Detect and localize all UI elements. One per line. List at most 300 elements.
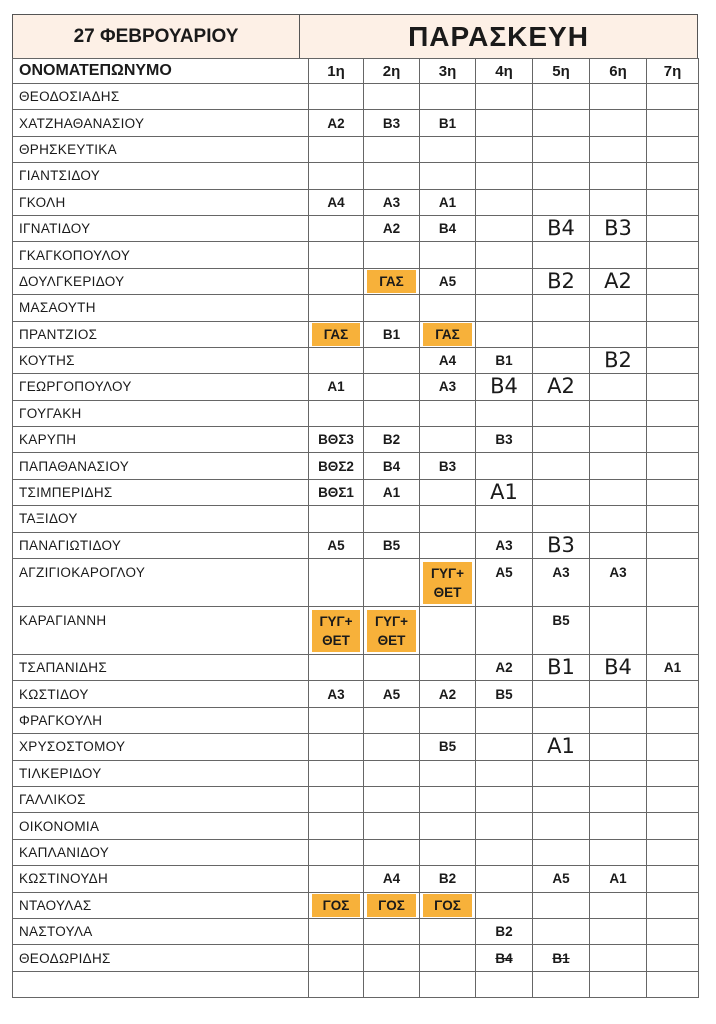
period-cell-3	[420, 215, 476, 241]
teacher-name: ΤΑΞΙΔΟΥ	[13, 506, 309, 532]
period-cell-4	[476, 559, 533, 607]
period-cell-2	[364, 707, 420, 733]
period-cell-4	[476, 813, 533, 839]
table-row	[13, 892, 699, 918]
class-code: Α1	[490, 480, 518, 505]
teacher-name: ΠΡΑΝΤΖΙΟΣ	[13, 321, 309, 347]
period-cell-5	[533, 971, 590, 997]
period-cell-7	[647, 242, 699, 268]
class-code: Β3	[604, 216, 632, 241]
period-cell-2	[364, 427, 420, 453]
teacher-name: ΓΚΑΓΚΟΠΟΥΛΟΥ	[13, 242, 309, 268]
period-cell-7	[647, 110, 699, 136]
period-cell-5	[533, 655, 590, 681]
class-code: Β5	[382, 537, 401, 553]
period-cell-2	[364, 760, 420, 786]
teacher-name: ΧΡΥΣΟΣΤΟΜΟΥ	[13, 734, 309, 760]
class-code: Β3	[438, 458, 457, 474]
class-code: ΒΘΣ2	[318, 458, 354, 474]
period-cell-3	[420, 971, 476, 997]
class-code: Β2	[495, 924, 513, 940]
period-cell-5	[533, 866, 590, 892]
period-cell-3	[420, 84, 476, 110]
column-header-period-2: 2η	[364, 59, 420, 84]
period-cell-4	[476, 110, 533, 136]
column-header-row	[13, 59, 699, 84]
period-cell-6	[590, 453, 647, 479]
period-cell-6	[590, 786, 647, 812]
period-cell-4	[476, 136, 533, 162]
period-cell-1	[309, 734, 364, 760]
period-cell-5	[533, 84, 590, 110]
period-cell-1	[309, 295, 364, 321]
period-cell-4	[476, 479, 533, 505]
period-cell-4	[476, 347, 533, 373]
period-cell-1	[309, 268, 364, 294]
period-cell-1	[309, 163, 364, 189]
period-cell-1	[309, 559, 364, 607]
period-cell-2	[364, 813, 420, 839]
period-cell-1	[309, 347, 364, 373]
period-cell-6	[590, 506, 647, 532]
period-cell-4	[476, 866, 533, 892]
class-code: Β1	[547, 655, 575, 680]
period-cell-2	[364, 559, 420, 607]
table-row	[13, 734, 699, 760]
period-cell-5	[533, 347, 590, 373]
period-cell-6	[590, 559, 647, 607]
period-cell-2	[364, 945, 420, 971]
table-row	[13, 532, 699, 558]
period-cell-7	[647, 760, 699, 786]
period-cell-5	[533, 707, 590, 733]
teacher-name: ΚΑΡΥΠΗ	[13, 427, 309, 453]
teacher-name: ΤΣΑΠΑΝΙΔΗΣ	[13, 655, 309, 681]
teacher-name: ΤΙΛΚΕΡΙΔΟΥ	[13, 760, 309, 786]
period-cell-7	[647, 84, 699, 110]
table-row	[13, 347, 699, 373]
table-row	[13, 295, 699, 321]
table-row	[13, 427, 699, 453]
period-cell-7	[647, 945, 699, 971]
period-cell-1	[309, 532, 364, 558]
period-cell-3	[420, 559, 476, 607]
class-code: ΓΑΣ	[312, 323, 360, 346]
period-cell-3	[420, 136, 476, 162]
table-row	[13, 655, 699, 681]
period-cell-2	[364, 268, 420, 294]
period-cell-2	[364, 866, 420, 892]
period-cell-1	[309, 84, 364, 110]
teacher-name: ΑΓΖΙΓΙΟΚΑΡΟΓΛΟΥ	[13, 559, 309, 607]
class-code: Β3	[382, 115, 401, 131]
period-cell-2	[364, 215, 420, 241]
period-cell-3	[420, 866, 476, 892]
column-header-period-3: 3η	[420, 59, 476, 84]
period-cell-7	[647, 892, 699, 918]
class-code: Α4	[382, 871, 401, 887]
teacher-name: ΚΑΡΑΓΙΑΝΝΗ	[13, 607, 309, 655]
period-cell-2	[364, 892, 420, 918]
table-row	[13, 506, 699, 532]
period-cell-3	[420, 400, 476, 426]
period-cell-2	[364, 734, 420, 760]
period-cell-5	[533, 892, 590, 918]
period-cell-2	[364, 918, 420, 944]
period-cell-3	[420, 734, 476, 760]
period-cell-1	[309, 506, 364, 532]
table-row	[13, 110, 699, 136]
class-code: Β3	[495, 432, 513, 448]
period-cell-7	[647, 813, 699, 839]
table-row	[13, 84, 699, 110]
teacher-name: ΘΕΟΔΟΣΙΑΔΗΣ	[13, 84, 309, 110]
period-cell-6	[590, 268, 647, 294]
class-code: Α1	[609, 871, 627, 887]
period-cell-1	[309, 215, 364, 241]
period-cell-6	[590, 892, 647, 918]
period-cell-6	[590, 347, 647, 373]
table-row	[13, 374, 699, 400]
class-code: Β4	[490, 374, 518, 399]
class-code: Β4	[438, 221, 457, 237]
period-cell-5	[533, 453, 590, 479]
day-title: ΠΑΡΑΣΚΕΥΗ	[408, 21, 589, 52]
period-cell-3	[420, 374, 476, 400]
teacher-name: ΝΤΑΟΥΛΑΣ	[13, 892, 309, 918]
class-code: Α1	[327, 379, 345, 395]
period-cell-1	[309, 945, 364, 971]
class-code: Α5	[552, 871, 570, 887]
class-code: Β2	[604, 348, 632, 373]
period-cell-3	[420, 813, 476, 839]
table-row	[13, 189, 699, 215]
teacher-name: ΤΣΙΜΠΕΡΙΔΗΣ	[13, 479, 309, 505]
period-cell-7	[647, 918, 699, 944]
period-cell-6	[590, 163, 647, 189]
period-cell-6	[590, 813, 647, 839]
period-cell-5	[533, 400, 590, 426]
class-code: Α1	[438, 194, 457, 210]
class-code: Β1	[552, 950, 570, 966]
period-cell-6	[590, 136, 647, 162]
period-cell-6	[590, 189, 647, 215]
class-code: Β1	[438, 115, 457, 131]
period-cell-3	[420, 945, 476, 971]
period-cell-4	[476, 971, 533, 997]
class-code: Β4	[495, 950, 513, 966]
period-cell-5	[533, 136, 590, 162]
period-cell-4	[476, 374, 533, 400]
period-cell-6	[590, 681, 647, 707]
class-code: Α3	[609, 565, 627, 581]
period-cell-5	[533, 321, 590, 347]
class-code: Α2	[547, 374, 575, 399]
period-cell-3	[420, 607, 476, 655]
class-code: Β4	[382, 458, 401, 474]
period-cell-5	[533, 506, 590, 532]
period-cell-6	[590, 945, 647, 971]
period-cell-1	[309, 707, 364, 733]
period-cell-6	[590, 734, 647, 760]
period-cell-7	[647, 506, 699, 532]
table-row	[13, 559, 699, 607]
teacher-name: ΚΑΠΛΑΝΙΔΟΥ	[13, 839, 309, 865]
period-cell-7	[647, 453, 699, 479]
period-cell-3	[420, 506, 476, 532]
period-cell-2	[364, 242, 420, 268]
period-cell-4	[476, 400, 533, 426]
table-row	[13, 839, 699, 865]
schedule-table	[12, 58, 699, 998]
period-cell-6	[590, 707, 647, 733]
class-code: Α2	[438, 686, 457, 702]
period-cell-6	[590, 215, 647, 241]
period-cell-2	[364, 655, 420, 681]
teacher-name: ΚΩΣΤΙΝΟΥΔΗ	[13, 866, 309, 892]
table-row	[13, 607, 699, 655]
class-code: Α1	[382, 485, 401, 501]
period-cell-4	[476, 215, 533, 241]
period-cell-4	[476, 839, 533, 865]
table-row	[13, 163, 699, 189]
period-cell-5	[533, 945, 590, 971]
period-cell-7	[647, 163, 699, 189]
class-code: Β2	[547, 268, 575, 293]
period-cell-4	[476, 786, 533, 812]
period-cell-3	[420, 321, 476, 347]
class-code: ΒΘΣ1	[318, 485, 354, 501]
period-cell-3	[420, 453, 476, 479]
period-cell-7	[647, 707, 699, 733]
class-code: ΓΥΓ+ ΘΕΤ	[367, 610, 416, 652]
sheet-header	[12, 14, 698, 60]
period-cell-1	[309, 479, 364, 505]
period-cell-7	[647, 347, 699, 373]
class-code: ΓΥΓ+ ΘΕΤ	[312, 610, 360, 652]
class-code: ΓΟΣ	[312, 894, 360, 917]
period-cell-1	[309, 607, 364, 655]
period-cell-5	[533, 607, 590, 655]
teacher-name: ΦΡΑΓΚΟΥΛΗ	[13, 707, 309, 733]
period-cell-2	[364, 506, 420, 532]
period-cell-7	[647, 136, 699, 162]
class-code: Α3	[552, 565, 570, 581]
class-code: Α4	[327, 194, 345, 210]
period-cell-6	[590, 479, 647, 505]
period-cell-5	[533, 918, 590, 944]
table-row	[13, 321, 699, 347]
class-code: ΒΘΣ3	[318, 432, 354, 448]
period-cell-2	[364, 681, 420, 707]
period-cell-7	[647, 734, 699, 760]
teacher-name: ΘΕΟΔΩΡΙΔΗΣ	[13, 945, 309, 971]
period-cell-1	[309, 374, 364, 400]
period-cell-4	[476, 321, 533, 347]
table-row	[13, 945, 699, 971]
table-row	[13, 268, 699, 294]
table-row	[13, 918, 699, 944]
class-code: Β1	[382, 326, 401, 342]
period-cell-5	[533, 681, 590, 707]
period-cell-4	[476, 760, 533, 786]
period-cell-4	[476, 532, 533, 558]
table-row	[13, 786, 699, 812]
class-code: Α2	[382, 221, 401, 237]
schedule-sheet	[12, 14, 700, 1004]
period-cell-5	[533, 110, 590, 136]
period-cell-2	[364, 295, 420, 321]
period-cell-6	[590, 242, 647, 268]
period-cell-2	[364, 347, 420, 373]
period-cell-1	[309, 681, 364, 707]
teacher-name: ΜΑΣΑΟΥΤΗ	[13, 295, 309, 321]
period-cell-6	[590, 427, 647, 453]
period-cell-4	[476, 707, 533, 733]
teacher-name: ΝΑΣΤΟΥΛΑ	[13, 918, 309, 944]
class-code: ΓΟΣ	[367, 894, 416, 917]
class-code: Α3	[495, 537, 513, 553]
class-code: Β5	[552, 613, 570, 629]
period-cell-5	[533, 813, 590, 839]
period-cell-3	[420, 707, 476, 733]
class-code: Α1	[663, 660, 682, 676]
period-cell-1	[309, 453, 364, 479]
period-cell-1	[309, 655, 364, 681]
column-header-name: ΟΝΟΜΑΤΕΠΩΝΥΜΟ	[13, 59, 309, 84]
class-code: ΓΑΣ	[367, 270, 416, 293]
period-cell-4	[476, 163, 533, 189]
period-cell-4	[476, 945, 533, 971]
period-cell-3	[420, 163, 476, 189]
class-code: Α5	[438, 273, 457, 289]
period-cell-5	[533, 479, 590, 505]
period-cell-6	[590, 760, 647, 786]
period-cell-1	[309, 786, 364, 812]
column-header-period-1: 1η	[309, 59, 364, 84]
period-cell-1	[309, 839, 364, 865]
period-cell-4	[476, 681, 533, 707]
period-cell-7	[647, 559, 699, 607]
period-cell-3	[420, 268, 476, 294]
period-cell-1	[309, 760, 364, 786]
period-cell-4	[476, 268, 533, 294]
period-cell-5	[533, 839, 590, 865]
period-cell-3	[420, 681, 476, 707]
period-cell-1	[309, 971, 364, 997]
column-header-period-4: 4η	[476, 59, 533, 84]
period-cell-3	[420, 427, 476, 453]
class-code: Β1	[495, 353, 513, 369]
period-cell-6	[590, 110, 647, 136]
period-cell-4	[476, 655, 533, 681]
period-cell-4	[476, 242, 533, 268]
class-code: Α3	[327, 686, 345, 702]
teacher-name: ΚΩΣΤΙΔΟΥ	[13, 681, 309, 707]
period-cell-5	[533, 559, 590, 607]
period-cell-6	[590, 295, 647, 321]
period-cell-5	[533, 242, 590, 268]
class-code: Β2	[382, 432, 401, 448]
period-cell-6	[590, 321, 647, 347]
period-cell-7	[647, 532, 699, 558]
period-cell-1	[309, 813, 364, 839]
period-cell-7	[647, 866, 699, 892]
period-cell-2	[364, 163, 420, 189]
period-cell-3	[420, 110, 476, 136]
period-cell-5	[533, 163, 590, 189]
period-cell-4	[476, 892, 533, 918]
teacher-name: ΟΙΚΟΝΟΜΙΑ	[13, 813, 309, 839]
period-cell-7	[647, 607, 699, 655]
period-cell-4	[476, 734, 533, 760]
class-code: ΓΑΣ	[423, 323, 472, 346]
period-cell-1	[309, 110, 364, 136]
class-code: Α1	[547, 734, 575, 759]
period-cell-3	[420, 295, 476, 321]
period-cell-3	[420, 839, 476, 865]
period-cell-7	[647, 215, 699, 241]
class-code: Α5	[327, 537, 345, 553]
period-cell-4	[476, 506, 533, 532]
class-code: ΓΥΓ+ ΘΕΤ	[423, 562, 472, 604]
period-cell-5	[533, 295, 590, 321]
period-cell-2	[364, 532, 420, 558]
period-cell-4	[476, 918, 533, 944]
period-cell-2	[364, 453, 420, 479]
column-header-period-7: 7η	[647, 59, 699, 84]
class-code: Β3	[547, 532, 575, 557]
period-cell-7	[647, 786, 699, 812]
period-cell-3	[420, 918, 476, 944]
column-header-period-6: 6η	[590, 59, 647, 84]
table-row	[13, 971, 699, 997]
class-code: Α3	[382, 194, 401, 210]
period-cell-5	[533, 734, 590, 760]
period-cell-7	[647, 400, 699, 426]
teacher-name: ΓΕΩΡΓΟΠΟΥΛΟΥ	[13, 374, 309, 400]
period-cell-7	[647, 295, 699, 321]
period-cell-3	[420, 655, 476, 681]
period-cell-6	[590, 971, 647, 997]
period-cell-3	[420, 532, 476, 558]
table-row	[13, 866, 699, 892]
table-row	[13, 242, 699, 268]
period-cell-4	[476, 84, 533, 110]
teacher-name: ΓΚΟΛΗ	[13, 189, 309, 215]
period-cell-3	[420, 242, 476, 268]
class-code: ΓΟΣ	[423, 894, 472, 917]
period-cell-5	[533, 760, 590, 786]
period-cell-5	[533, 786, 590, 812]
period-cell-2	[364, 971, 420, 997]
period-cell-1	[309, 189, 364, 215]
period-cell-2	[364, 374, 420, 400]
period-cell-1	[309, 918, 364, 944]
period-cell-2	[364, 136, 420, 162]
table-row	[13, 215, 699, 241]
table-row	[13, 760, 699, 786]
date-title: 27 ΦΕΒΡΟΥΑΡΙΟΥ	[13, 15, 300, 59]
period-cell-7	[647, 479, 699, 505]
period-cell-2	[364, 189, 420, 215]
period-cell-5	[533, 532, 590, 558]
class-code: Α2	[495, 660, 513, 676]
period-cell-6	[590, 374, 647, 400]
period-cell-2	[364, 321, 420, 347]
period-cell-6	[590, 866, 647, 892]
period-cell-6	[590, 839, 647, 865]
